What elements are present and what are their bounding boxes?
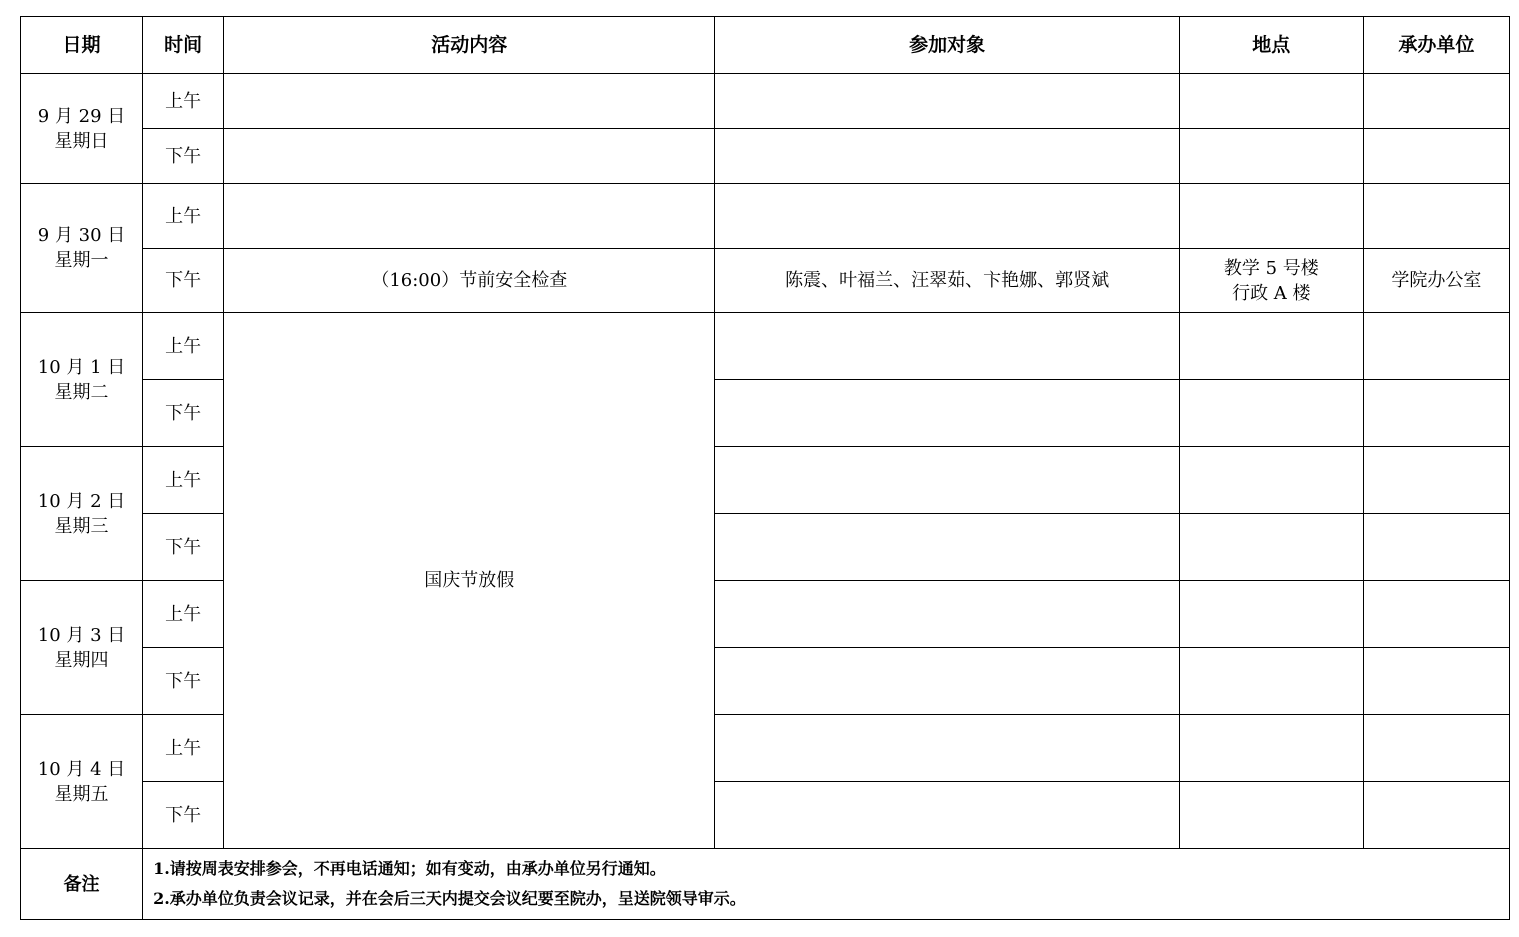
weekday-text: 星期五 xyxy=(54,783,109,805)
participants-cell xyxy=(715,129,1179,184)
location-cell xyxy=(1179,249,1363,313)
period-am: 上午 xyxy=(143,715,224,782)
period-am: 上午 xyxy=(143,313,224,380)
participants-cell xyxy=(715,782,1179,849)
header-date: 日期 xyxy=(21,17,143,74)
activity-cell xyxy=(224,74,715,129)
weekday-text: 星期日 xyxy=(54,130,109,152)
period-pm: 下午 xyxy=(143,249,224,313)
activity-cell xyxy=(224,129,715,184)
location-cell xyxy=(1179,380,1363,447)
weekday-text: 星期二 xyxy=(54,381,109,403)
activity-cell xyxy=(224,184,715,249)
header-organizer: 承办单位 xyxy=(1363,17,1509,74)
organizer-cell xyxy=(1363,715,1509,782)
location-cell xyxy=(1179,715,1363,782)
location-cell xyxy=(1179,581,1363,648)
organizer-cell xyxy=(1363,514,1509,581)
date-cell xyxy=(21,313,143,447)
participants-cell xyxy=(715,313,1179,380)
period-pm: 下午 xyxy=(143,782,224,849)
location-cell xyxy=(1179,782,1363,849)
participants-cell xyxy=(715,581,1179,648)
location-cell xyxy=(1179,313,1363,380)
date-text: 10 月 2 日 xyxy=(37,490,126,512)
notes-line: 2.承办单位负责会议记录，并在会后三天内提交会议纪要至院办，呈送院领导审示。 xyxy=(153,889,746,908)
location-cell xyxy=(1179,514,1363,581)
location-cell xyxy=(1179,447,1363,514)
period-am: 上午 xyxy=(143,184,224,249)
period-pm: 下午 xyxy=(143,514,224,581)
organizer-cell: 学院办公室 xyxy=(1363,249,1509,313)
header-participants: 参加对象 xyxy=(715,17,1179,74)
organizer-cell xyxy=(1363,129,1509,184)
participants-cell xyxy=(715,514,1179,581)
organizer-cell xyxy=(1363,380,1509,447)
date-text: 10 月 1 日 xyxy=(37,356,126,378)
participants-cell xyxy=(715,715,1179,782)
location-line: 行政 A 楼 xyxy=(1232,282,1311,304)
notes-label: 备注 xyxy=(21,849,143,920)
date-text: 10 月 3 日 xyxy=(37,624,126,646)
organizer-cell xyxy=(1363,313,1509,380)
participants-cell xyxy=(715,184,1179,249)
table-row xyxy=(21,249,1510,313)
table-row xyxy=(21,313,1510,380)
period-pm: 下午 xyxy=(143,129,224,184)
header-row xyxy=(21,17,1510,74)
location-line: 教学 5 号楼 xyxy=(1223,257,1319,279)
notes-line: 1.请按周表安排参会，不再电话通知；如有变动，由承办单位另行通知。 xyxy=(153,859,666,878)
participants-cell: 陈震、叶福兰、汪翠茹、卞艳娜、郭贤斌 xyxy=(715,249,1179,313)
weekday-text: 星期三 xyxy=(54,515,109,537)
organizer-cell xyxy=(1363,581,1509,648)
participants-cell xyxy=(715,74,1179,129)
date-cell xyxy=(21,581,143,715)
date-cell xyxy=(21,74,143,184)
participants-cell xyxy=(715,648,1179,715)
period-am: 上午 xyxy=(143,447,224,514)
table-row xyxy=(21,129,1510,184)
location-cell xyxy=(1179,184,1363,249)
organizer-cell xyxy=(1363,648,1509,715)
participants-cell xyxy=(715,380,1179,447)
organizer-cell xyxy=(1363,782,1509,849)
period-am: 上午 xyxy=(143,581,224,648)
period-pm: 下午 xyxy=(143,380,224,447)
table-row xyxy=(21,74,1510,129)
activity-cell: （16:00）节前安全检查 xyxy=(224,249,715,313)
date-text: 10 月 4 日 xyxy=(37,758,126,780)
date-cell xyxy=(21,447,143,581)
location-cell xyxy=(1179,648,1363,715)
header-location: 地点 xyxy=(1179,17,1363,74)
header-time: 时间 xyxy=(143,17,224,74)
date-cell xyxy=(21,184,143,313)
organizer-cell xyxy=(1363,74,1509,129)
period-pm: 下午 xyxy=(143,648,224,715)
notes-content xyxy=(143,849,1510,920)
table-row xyxy=(21,184,1510,249)
period-am: 上午 xyxy=(143,74,224,129)
location-cell xyxy=(1179,74,1363,129)
date-text: 9 月 29 日 xyxy=(37,105,126,127)
organizer-cell xyxy=(1363,447,1509,514)
weekly-schedule-table xyxy=(20,16,1510,920)
participants-cell xyxy=(715,447,1179,514)
date-cell xyxy=(21,715,143,849)
weekday-text: 星期一 xyxy=(54,250,109,271)
header-activity: 活动内容 xyxy=(224,17,715,74)
organizer-cell xyxy=(1363,184,1509,249)
weekday-text: 星期四 xyxy=(54,649,109,671)
date-text: 9 月 30 日 xyxy=(37,225,126,246)
notes-row xyxy=(21,849,1510,920)
holiday-activity-cell: 国庆节放假 xyxy=(224,313,715,849)
location-cell xyxy=(1179,129,1363,184)
